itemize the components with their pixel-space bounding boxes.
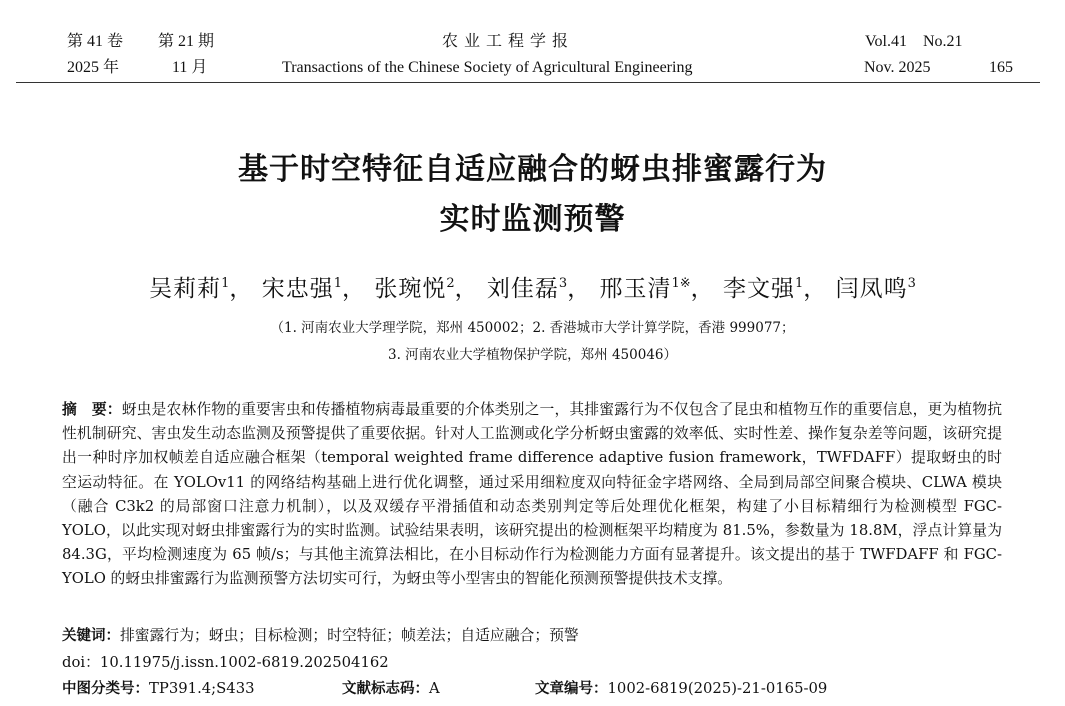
title-line-2: 实时监测预警	[439, 202, 626, 237]
article-number-value: 1002-6819(2025)-21-0165-09	[607, 680, 828, 697]
keywords	[62, 625, 579, 647]
clc-number	[62, 678, 255, 700]
clc-label: 中图分类号：	[62, 681, 149, 697]
volume: 第 41 卷	[67, 33, 124, 50]
author: 张琬悦$^2$	[374, 276, 455, 302]
keywords-text: 排蜜露行为；蚜虫；目标检测；时空特征；帧差法；自适应融合；预警	[120, 627, 579, 644]
header-rule	[16, 82, 1040, 83]
document-code-label: 文献标志码：	[342, 681, 429, 697]
author: 闫凤鸣$^3$	[835, 276, 916, 302]
author: 宋忠强$^1$	[261, 276, 342, 302]
journal-name-cn: 农 业 工 程 学 报	[442, 33, 570, 50]
author: 吴莉莉$^1$	[149, 276, 230, 302]
document-code-value: A	[429, 680, 440, 697]
month: 11 月	[172, 59, 208, 76]
year: 2025 年	[67, 59, 120, 76]
author: 李文强$^1$	[722, 276, 804, 302]
page-number: 165	[989, 59, 1013, 76]
doi: doi：10.11975/j.issn.1002-6819.202504162	[62, 654, 389, 671]
article-number-label: 文章编号：	[535, 681, 608, 697]
author: 刘佳磊$^3$	[486, 276, 568, 302]
affiliation-line-2: 3. 河南农业大学植物保护学院，郑州 450046）	[388, 347, 677, 363]
keywords-label: 关键词：	[62, 628, 120, 644]
abstract-label: 摘 要：	[62, 401, 122, 418]
clc-value: TP391.4;S433	[149, 680, 255, 697]
author: 邢玉清$^{1※}$	[599, 276, 691, 302]
article-number	[535, 678, 827, 700]
journal-header	[0, 0, 1065, 86]
journal-name-en: Transactions of the Chinese Society of Agricultural Engineering	[282, 59, 693, 76]
abstract-text: 蚜虫是农林作物的重要害虫和传播植物病毒最重要的介体类别之一，其排蜜露行为不仅包含了昆虫和植物互作的重要信息，更为植物抗性机制研究、害虫发生动态监测及预警提供了重要依据。针对人工监测或化学分析蚜虫蜜露的效率低、实时性差、操作复杂差等问题，该研究提出一种时序加权帧差自适应融合框架（temporal weighted frame difference adaptive fusion framework，TWFDAFF）提取蚜虫的时空运动特征。在 YOLOv11 的网络结构基础上进行优化调整，通过采用细粒度双向特征金字塔网络、全局到局部空间聚合模块、CLWA 模块（融合 C3k2 的局部窗口注意力机制），以及双缓存平滑插值和动态类别判定等后处理优化框架，构建了小目标精细行为检测模型 FGC-YOLO，以此实现对蚜虫排蜜露行为的实时监测。试验结果表明，该研究提出的检测框架平均精度为 81.5%，参数量为 18.8M，浮点计算量为 84.3G，平均检测速度为 65 帧/s；与其他主流算法相比，在小目标动作行为检测能力方面有显著提升。该文提出的基于 TWFDAFF 和 FGC-YOLO 的蚜虫排蜜露行为监测预警方法切实可行，为蚜虫等小型害虫的智能化预测预警提供技术支撑。	[62, 401, 1002, 588]
affiliation-line-1: （1. 河南农业大学理学院，郑州 450002；2. 香港城市大学计算学院，香港 999077；	[270, 320, 795, 336]
date-en: Nov. 2025	[864, 59, 931, 76]
abstract	[62, 398, 1002, 592]
vol-no: Vol.41 No.21	[865, 33, 963, 50]
issue: 第 21 期	[158, 33, 215, 50]
document-code	[342, 678, 440, 700]
title-line-1: 基于时空特征自适应融合的蚜虫排蜜露行为	[238, 152, 827, 187]
author-list: 吴莉莉$^1$， 宋忠强$^1$， 张琬悦$^2$， 刘佳磊$^3$， 邢玉清$^{1※}$， 李文强$^1$， 闫凤鸣$^3$	[149, 276, 916, 302]
